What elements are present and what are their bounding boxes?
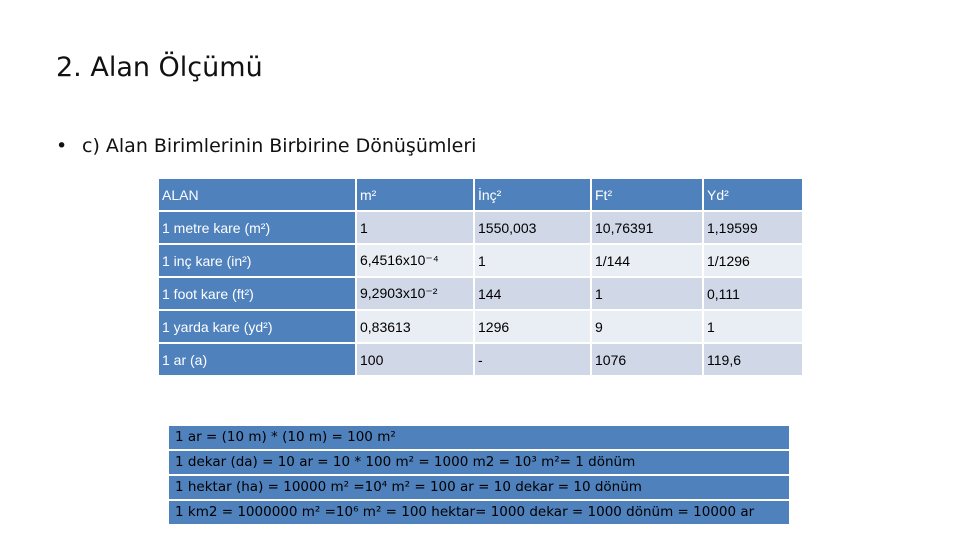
subtitle-text: c) Alan Birimlerinin Birbirine Dönüşümleri xyxy=(82,135,477,157)
header-cell: İnç² xyxy=(474,178,591,211)
row-label-cell: 1 inç kare (in²) xyxy=(158,244,356,277)
header-cell: Ft² xyxy=(591,178,703,211)
table-cell: 100 xyxy=(356,343,474,376)
bullet-icon: • xyxy=(56,135,68,157)
conversion-line: 1 dekar (da) = 10 ar = 10 * 100 m² = 1000 m2 = 10³ m²= 1 dönüm xyxy=(169,451,789,474)
table-cell: - xyxy=(474,343,591,376)
bullet-subtitle xyxy=(56,135,476,157)
table-row xyxy=(158,343,803,376)
row-label-cell: 1 ar (a) xyxy=(158,343,356,376)
table-cell: 1296 xyxy=(474,310,591,343)
table-row xyxy=(158,244,803,277)
table-cell: 0,111 xyxy=(703,277,803,310)
header-cell: m² xyxy=(356,178,474,211)
conversion-line: 1 hektar (ha) = 10000 m² =10⁴ m² = 100 ar = 10 dekar = 10 dönüm xyxy=(169,476,789,499)
table-cell: 1 xyxy=(474,244,591,277)
row-label-cell: 1 yarda kare (yd²) xyxy=(158,310,356,343)
table-cell: 1 xyxy=(356,211,474,244)
conversion-line: 1 km2 = 1000000 m² =10⁶ m² = 100 hektar= 1000 dekar = 1000 dönüm = 10000 ar xyxy=(169,501,789,524)
row-label-cell: 1 foot kare (ft²) xyxy=(158,277,356,310)
row-label-cell: 1 metre kare (m²) xyxy=(158,211,356,244)
conversion-box xyxy=(169,426,789,526)
table-cell: 1550,003 xyxy=(474,211,591,244)
table-cell: 10,76391 xyxy=(591,211,703,244)
table-header-row xyxy=(158,178,803,211)
conversion-line: 1 ar = (10 m) * (10 m) = 100 m² xyxy=(169,426,789,449)
table-cell: 6,4516x10⁻⁴ xyxy=(356,244,474,277)
table-cell: 1/144 xyxy=(591,244,703,277)
table-row xyxy=(158,211,803,244)
table-cell: 144 xyxy=(474,277,591,310)
table-row xyxy=(158,277,803,310)
table-cell: 1 xyxy=(591,277,703,310)
header-cell: ALAN xyxy=(158,178,356,211)
slide-title: 2. Alan Ölçümü xyxy=(56,52,263,83)
table-row xyxy=(158,310,803,343)
table-cell: 0,83613 xyxy=(356,310,474,343)
table-cell: 1076 xyxy=(591,343,703,376)
table-cell: 119,6 xyxy=(703,343,803,376)
table-cell: 9,2903x10⁻² xyxy=(356,277,474,310)
area-units-table xyxy=(157,177,804,377)
table-cell: 1,19599 xyxy=(703,211,803,244)
table-cell: 1 xyxy=(703,310,803,343)
header-cell: Yd² xyxy=(703,178,803,211)
table-cell: 9 xyxy=(591,310,703,343)
table-cell: 1/1296 xyxy=(703,244,803,277)
